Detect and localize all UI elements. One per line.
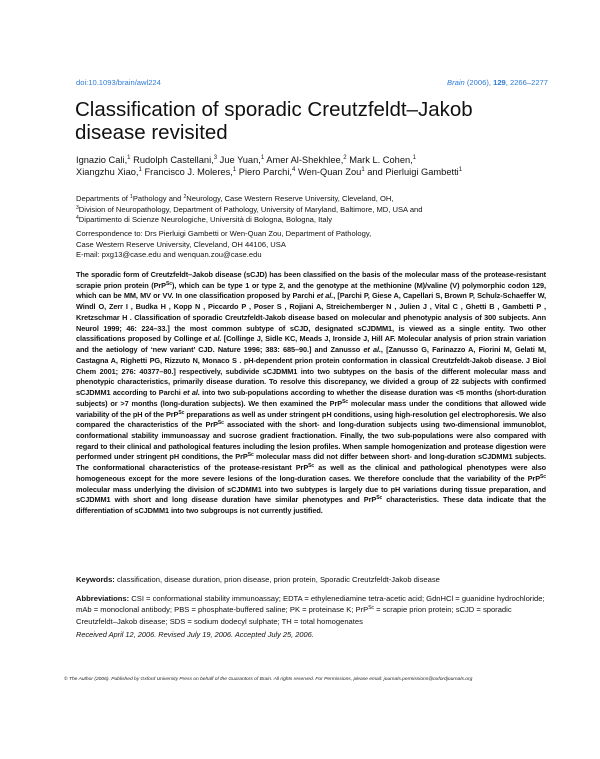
article-title xyxy=(75,98,545,144)
title-line-1: Classification of sporadic Creutzfeldt–Jakob xyxy=(75,98,473,121)
author: Amer Al-Shekhlee,$^2$ xyxy=(266,155,347,165)
journal-pages: , 2266–2277 xyxy=(505,78,548,87)
copyright-footer: © The Author (2006). Published by Oxford University Press on behalf of the Guarantors of Brain. All rights reserved. For Permissions, please email: journals.permissions@oxfordjournals.org xyxy=(64,677,473,682)
received-dates: Received April 12, 2006. Revised July 19, 2006. Accepted July 25, 2006. xyxy=(76,630,314,639)
author: Ignazio Cali,$^1$ xyxy=(76,155,131,165)
correspondence-line-2: Case Western Reserve University, Cleveland, OH 44106, USA xyxy=(76,239,286,249)
affiliations: Departments of $^1$Pathology and $^2$Neurology, Case Western Reserve University, Cleveland, OH, $^3$Division of Neuropathology, Department of Pathology, University of Maryland, Baltimore, MD, USA and $^4$Dipartimento di Scienze Neurologiche, Università di Bologna, Bologna, Italy xyxy=(76,194,423,225)
author: and Pierluigi Gambetti$^1$ xyxy=(367,167,463,178)
keywords-text: classification, disease duration, prion disease, prion protein, Sporadic Creutzfeldt-Jakob disease xyxy=(114,575,440,584)
author: Wen-Quan Zou$^1$ xyxy=(297,167,365,178)
abstract: The sporadic form of Creutzfeldt–Jakob disease (sCJD) has been classified on the basis of the molecular mass of the protease-resistant scrapie prion protein (PrP$^{Sc}$), which can be type 1 or type 2, and the genotype at the methionine (M)/valine (V) polymorphic codon 129, which can be MM, MV or VV. In one classification proposed by Parchi et al., [Parchi P, Giese A, Capellari S, Brown P, Schulz-Schaeffer W, Windl O, Zerr I , Budka H , Kopp N , Piccardo P , Poser S , Rojiani A, Streichemberger N , Julien J , Vital C , Ghetti B , Gambetti P , Kretzschmar H . Classification of sporadic Creutzfeldt-Jakob disease based on molecular and phenotypic analysis of 300 subjects. Ann Neurol 1999; 46: 224–33.] the most common subtype of sCJD, designated sCJDMM1, is viewed as a single entity. Two other classifications proposed by Collinge et al. [Collinge J, Sidle KC, Meads J, Ironside J, Hill AF. Molecular analysis of prion strain variation and the aetiology of ‘new variant’ CJD. Nature 1996; 383: 685–90.] and Zanusso et al., [Zanusso G, Farinazzo A, Fiorini M, Gelati M, Castagna A, Righetti PG, Rizzuto N, Monaco S . pH-dependent prion protein conformation in classical Creutzfeldt-Jakob disease. J Biol Chem 2001; 276: 40377–80.] respectively, subdivide sCJDMM1 into two subtypes on the basis of the different molecular mass and phenotypic characteristics, primarily disease duration. To resolve this discrepancy, we divided a group of 22 subjects with confirmed sCJDMM1 according to Parchi et al. into two sub-populations according to whether the disease duration was <5 months (short-duration subjects) or >7 months (long-duration subjects). We then examined the PrP$^{Sc}$ molecular mass under the conditions that allowed wide variability of the pH of the PrP$^{Sc}$ preparations as well as under stringent pH conditions, using high-resolution gel electrophoresis. We also compared the characteristics of the PrP$^{Sc}$ associated with the short- and long-duration subjects using two-dimensional immunoblot, conformational stability immunoassay and sucrose gradient fractionation. Finally, the two sub-populations were also compared with regard to their clinical and pathological features including the lesion profiles. When sample homogenization and protease digestion were performed under stringent pH conditions, the PrP$^{Sc}$ molecular mass did not differ between short- and long-duration sCJDMM1 subjects. The conformational characteristics of the protease-resistant PrP$^{Sc}$ as well as the clinical and pathological phenotypes were also homogeneous except for the more severe lesions of the long-duration cases. We therefore conclude that the variability of the PrP$^{Sc}$ molecular mass underlying the division of sCJDMM1 into two subtypes is largely due to pH variations during tissue preparation, and sCJDMM1 with short and long disease duration have similar phenotypes and PrP$^{Sc}$ characteristics. These data indicate that the differentiation of sCJDMM1 into two subgroups is not currently justified. xyxy=(76,270,546,516)
abbreviations: Abbreviations: CSI = conformational stability immunoassay; EDTA = ethylenediamine tetra-acetic acid; GdnHCl = guanidine hydrochloride; mAb = monoclonal antibody; PBS = phosphate-buffered saline; PK = proteinase K; PrP$^{Sc}$ = scrapie prion protein; sCJD = sporadic Creutzfeldt–Jakob disease; SDS = sodium dodecyl sulphate; TH = total homogenates xyxy=(76,594,545,626)
author: Piero Parchi,$^4$ xyxy=(238,167,296,178)
running-header xyxy=(76,78,548,90)
author: Rudolph Castellani,$^3$ xyxy=(133,155,218,165)
correspondence-email[interactable]: E-mail: pxg13@case.edu and wenquan.zou@case.edu xyxy=(76,250,262,260)
author: Jue Yuan,$^1$ xyxy=(219,155,265,165)
keywords xyxy=(76,575,546,586)
correspondence xyxy=(76,229,546,261)
correspondence-line-1: Correspondence to: Drs Pierluigi Gambetti or Wen-Quan Zou, Department of Pathology, xyxy=(76,229,372,238)
author: Mark L. Cohen,$^1$ xyxy=(349,155,417,165)
author: Francisco J. Moleres,$^1$ xyxy=(144,167,237,178)
title-line-2: disease revisited xyxy=(75,121,228,144)
keywords-label: Keywords: xyxy=(76,575,115,584)
journal-name: Brain xyxy=(447,78,465,87)
journal-year: (2006), xyxy=(466,78,491,87)
doi-link[interactable]: doi:10.1093/brain/awl224 xyxy=(76,78,161,87)
journal-citation[interactable] xyxy=(447,78,548,87)
abbreviations-label: Abbreviations: xyxy=(76,594,130,603)
journal-volume: 129 xyxy=(493,78,506,87)
author-list xyxy=(76,154,546,179)
author: Xiangzhu Xiao,$^1$ xyxy=(76,167,142,178)
